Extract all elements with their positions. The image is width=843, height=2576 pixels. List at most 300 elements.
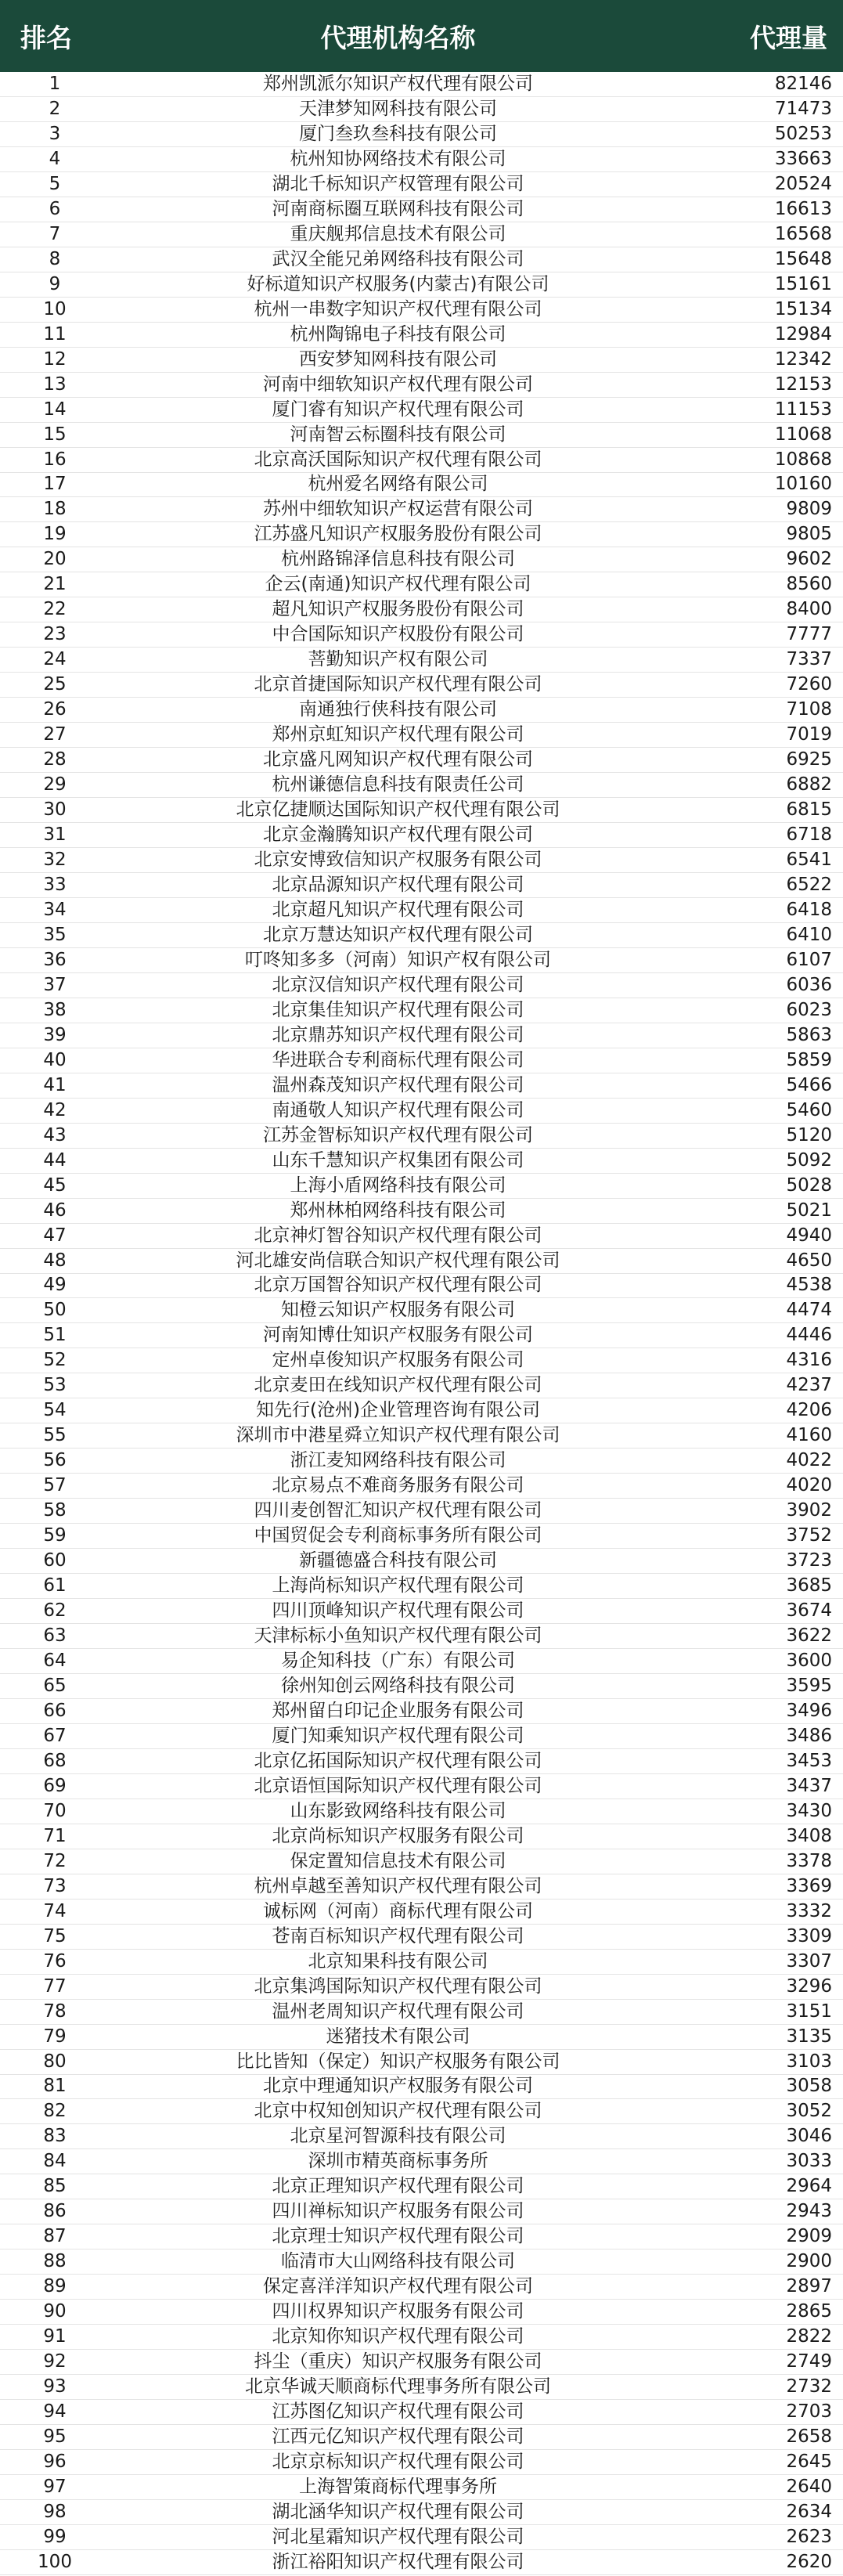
rank-cell: 88 xyxy=(43,2251,67,2272)
rank-cell: 61 xyxy=(43,1575,67,1596)
volume-cell: 4474 xyxy=(786,1300,832,1321)
table-row xyxy=(0,723,843,748)
rank-cell: 43 xyxy=(43,1124,67,1145)
table-row xyxy=(0,2050,843,2075)
agency-name-cell: 江苏金智标知识产权代理有限公司 xyxy=(263,1124,533,1145)
agency-name-cell: 四川禅标知识产权服务有限公司 xyxy=(272,2201,524,2222)
volume-cell: 33663 xyxy=(774,148,832,169)
volume-cell: 9809 xyxy=(786,499,832,520)
volume-cell: 5460 xyxy=(786,1099,832,1120)
rank-cell: 96 xyxy=(43,2452,67,2473)
rank-cell: 94 xyxy=(43,2401,67,2423)
table-row xyxy=(0,1073,843,1099)
rank-cell: 46 xyxy=(43,1200,67,1221)
rank-cell: 22 xyxy=(43,599,67,620)
table-row xyxy=(0,2199,843,2224)
agency-name-cell: 知橙云知识产权服务有限公司 xyxy=(281,1300,515,1321)
table-row xyxy=(0,1774,843,1799)
volume-cell: 3309 xyxy=(786,1925,832,1946)
volume-cell: 2620 xyxy=(786,2551,832,2572)
volume-cell: 20524 xyxy=(774,173,832,194)
volume-cell: 2822 xyxy=(786,2326,832,2347)
agency-name-cell: 深圳市中港星舜立知识产权代理有限公司 xyxy=(236,1425,560,1446)
volume-cell: 3685 xyxy=(786,1575,832,1596)
volume-cell: 16613 xyxy=(774,198,832,219)
agency-name-cell: 北京理士知识产权代理有限公司 xyxy=(272,2226,524,2247)
volume-cell: 3595 xyxy=(786,1675,832,1696)
agency-name-cell: 湖北涵华知识产权代理有限公司 xyxy=(272,2501,524,2522)
agency-name-cell: 北京鼎苏知识产权代理有限公司 xyxy=(272,1024,524,1045)
table-row xyxy=(0,2375,843,2400)
agency-name-cell: 北京华诚天顺商标代理事务所有限公司 xyxy=(245,2376,551,2397)
agency-name-cell: 四川顶峰知识产权代理有限公司 xyxy=(272,1600,524,1622)
agency-name-cell: 南通独行侠科技有限公司 xyxy=(299,699,497,720)
rank-cell: 44 xyxy=(43,1149,67,1171)
agency-name-cell: 临清市大山网络科技有限公司 xyxy=(281,2251,515,2272)
agency-name-cell: 北京易点不难商务服务有限公司 xyxy=(272,1475,524,1496)
volume-cell: 7019 xyxy=(786,724,832,745)
agency-name-cell: 厦门睿有知识产权代理有限公司 xyxy=(272,399,524,420)
table-row xyxy=(0,1874,843,1900)
rank-cell: 66 xyxy=(43,1700,67,1721)
rank-cell: 69 xyxy=(43,1775,67,1796)
rank-cell: 23 xyxy=(43,624,67,645)
volume-cell: 2732 xyxy=(786,2376,832,2397)
rank-cell: 58 xyxy=(43,1500,67,1521)
agency-name-cell: 杭州卓越至善知识产权代理有限公司 xyxy=(254,1875,542,1896)
volume-cell: 8560 xyxy=(786,574,832,595)
volume-cell: 3674 xyxy=(786,1600,832,1622)
rank-cell: 92 xyxy=(43,2351,67,2372)
rank-cell: 13 xyxy=(43,373,67,395)
rank-cell: 19 xyxy=(43,524,67,545)
volume-cell: 3752 xyxy=(786,1525,832,1546)
rank-cell: 25 xyxy=(43,674,67,695)
table-row xyxy=(0,673,843,698)
table-row xyxy=(0,247,843,272)
agency-name-cell: 江苏图亿知识产权代理有限公司 xyxy=(272,2401,524,2423)
volume-cell: 4237 xyxy=(786,1375,832,1396)
table-row xyxy=(0,698,843,723)
agency-name-cell: 诚标网（河南）商标代理有限公司 xyxy=(263,1900,533,1921)
table-row xyxy=(0,323,843,348)
table-row xyxy=(0,1149,843,1174)
table-row xyxy=(0,2075,843,2100)
volume-cell: 2943 xyxy=(786,2201,832,2222)
table-row xyxy=(0,348,843,373)
rank-cell: 81 xyxy=(43,2076,67,2097)
table-row xyxy=(0,1224,843,1249)
table-row xyxy=(0,1950,843,1975)
rank-cell: 80 xyxy=(43,2051,67,2072)
table-row xyxy=(0,448,843,473)
agency-name-cell: 北京尚标知识产权服务有限公司 xyxy=(272,1825,524,1846)
agency-name-cell: 定州卓俊知识产权服务有限公司 xyxy=(272,1350,524,1371)
rank-cell: 4 xyxy=(49,148,61,169)
table-row xyxy=(0,172,843,197)
rank-cell: 5 xyxy=(49,173,61,194)
table-row xyxy=(0,222,843,247)
volume-cell: 4940 xyxy=(786,1225,832,1246)
table-row xyxy=(0,2400,843,2425)
volume-cell: 71473 xyxy=(774,98,832,119)
volume-cell: 6541 xyxy=(786,850,832,871)
agency-name-cell: 易企知科技（广东）有限公司 xyxy=(281,1651,515,1672)
agency-name-cell: 保定置知信息技术有限公司 xyxy=(290,1850,506,1871)
rank-cell: 100 xyxy=(38,2551,72,2572)
rank-cell: 79 xyxy=(43,2026,67,2047)
agency-name-cell: 杭州知协网络技术有限公司 xyxy=(290,148,506,169)
rank-cell: 77 xyxy=(43,1975,67,1997)
table-row xyxy=(0,572,843,597)
volume-cell: 82146 xyxy=(774,73,832,94)
table-row xyxy=(0,1373,843,1398)
agency-name-cell: 北京安博致信知识产权服务有限公司 xyxy=(254,850,542,871)
agency-name-cell: 武汉全能兄弟网络科技有限公司 xyxy=(272,248,524,269)
table-row xyxy=(0,1900,843,1925)
table-row xyxy=(0,1749,843,1774)
rank-cell: 31 xyxy=(43,824,67,846)
agency-name-cell: 好标道知识产权服务(内蒙古)有限公司 xyxy=(247,273,549,294)
agency-name-cell: 华进联合专利商标代理有限公司 xyxy=(272,1049,524,1070)
header-rank: 排名 xyxy=(20,22,72,53)
volume-cell: 3052 xyxy=(786,2101,832,2122)
rank-cell: 35 xyxy=(43,924,67,945)
agency-name-cell: 中合国际知识产权股份有限公司 xyxy=(272,624,524,645)
table-row xyxy=(0,1298,843,1323)
agency-name-cell: 北京品源知识产权代理有限公司 xyxy=(272,874,524,895)
agency-name-cell: 杭州谦德信息科技有限责任公司 xyxy=(272,774,524,796)
volume-cell: 5466 xyxy=(786,1074,832,1095)
rank-cell: 2 xyxy=(49,98,61,119)
volume-cell: 4538 xyxy=(786,1275,832,1296)
agency-name-cell: 四川权界知识产权服务有限公司 xyxy=(272,2301,524,2322)
agency-name-cell: 知先行(沧州)企业管理咨询有限公司 xyxy=(256,1400,540,1421)
agency-name-cell: 江西元亿知识产权代理有限公司 xyxy=(272,2426,524,2448)
rank-cell: 99 xyxy=(43,2526,67,2547)
rank-cell: 47 xyxy=(43,1225,67,1246)
table-row xyxy=(0,2475,843,2500)
table-row xyxy=(0,798,843,823)
table-row xyxy=(0,1174,843,1199)
rank-cell: 85 xyxy=(43,2176,67,2197)
rank-cell: 14 xyxy=(43,399,67,420)
table-row xyxy=(0,1023,843,1048)
agency-name-cell: 比比皆知（保定）知识产权服务有限公司 xyxy=(236,2051,560,2072)
table-row xyxy=(0,923,843,948)
rank-cell: 42 xyxy=(43,1099,67,1120)
volume-cell: 10160 xyxy=(774,474,832,495)
volume-cell: 7777 xyxy=(786,624,832,645)
rank-cell: 45 xyxy=(43,1174,67,1196)
rank-cell: 8 xyxy=(49,248,61,269)
rank-cell: 11 xyxy=(43,323,67,345)
table-row xyxy=(0,1323,843,1348)
rank-cell: 24 xyxy=(43,649,67,670)
table-row xyxy=(0,998,843,1023)
agency-name-cell: 北京京标知识产权代理有限公司 xyxy=(272,2452,524,2473)
table-row xyxy=(0,2000,843,2025)
rank-cell: 16 xyxy=(43,449,67,470)
table-row xyxy=(0,1249,843,1274)
volume-cell: 6410 xyxy=(786,924,832,945)
volume-cell: 6815 xyxy=(786,799,832,821)
volume-cell: 4022 xyxy=(786,1450,832,1471)
agency-name-cell: 北京亿捷顺达国际知识产权代理有限公司 xyxy=(236,799,560,821)
rank-cell: 37 xyxy=(43,974,67,995)
agency-name-cell: 河南中细软知识产权代理有限公司 xyxy=(263,373,533,395)
rank-cell: 57 xyxy=(43,1475,67,1496)
volume-cell: 7260 xyxy=(786,674,832,695)
volume-cell: 6718 xyxy=(786,824,832,846)
agency-name-cell: 温州老周知识产权代理有限公司 xyxy=(272,2001,524,2022)
rank-cell: 52 xyxy=(43,1350,67,1371)
agency-name-cell: 北京万慧达知识产权代理有限公司 xyxy=(263,924,533,945)
rank-cell: 53 xyxy=(43,1375,67,1396)
table-row xyxy=(0,2450,843,2475)
volume-cell: 3496 xyxy=(786,1700,832,1721)
agency-name-cell: 北京超凡知识产权代理有限公司 xyxy=(272,899,524,920)
table-row xyxy=(0,473,843,498)
table-row xyxy=(0,1574,843,1599)
agency-name-cell: 温州森茂知识产权代理有限公司 xyxy=(272,1074,524,1095)
agency-name-cell: 北京金瀚腾知识产权代理有限公司 xyxy=(263,824,533,846)
volume-cell: 16568 xyxy=(774,223,832,244)
volume-cell: 7108 xyxy=(786,699,832,720)
table-row xyxy=(0,1474,843,1499)
agency-name-cell: 深圳市精英商标事务所 xyxy=(308,2151,488,2172)
agency-name-cell: 山东千慧知识产权集团有限公司 xyxy=(272,1149,524,1171)
volume-cell: 4446 xyxy=(786,1325,832,1346)
volume-cell: 50253 xyxy=(774,123,832,144)
rank-cell: 75 xyxy=(43,1925,67,1946)
rank-cell: 97 xyxy=(43,2476,67,2497)
rank-cell: 56 xyxy=(43,1450,67,1471)
table-row xyxy=(0,1849,843,1874)
rank-cell: 9 xyxy=(49,273,61,294)
table-row xyxy=(0,1398,843,1423)
rank-cell: 59 xyxy=(43,1525,67,1546)
agency-name-cell: 杭州一串数字知识产权代理有限公司 xyxy=(254,298,542,319)
volume-cell: 4020 xyxy=(786,1475,832,1496)
volume-cell: 5028 xyxy=(786,1174,832,1196)
agency-name-cell: 上海智策商标代理事务所 xyxy=(299,2476,497,2497)
rank-cell: 20 xyxy=(43,549,67,570)
agency-name-cell: 江苏盛凡知识产权服务股份有限公司 xyxy=(254,524,542,545)
agency-name-cell: 叮咚知多多（河南）知识产权有限公司 xyxy=(245,949,551,970)
volume-cell: 2703 xyxy=(786,2401,832,2423)
rank-cell: 1 xyxy=(49,73,61,94)
rank-cell: 62 xyxy=(43,1600,67,1622)
rank-cell: 3 xyxy=(49,123,61,144)
volume-cell: 5859 xyxy=(786,1049,832,1070)
rank-cell: 38 xyxy=(43,999,67,1020)
volume-cell: 3307 xyxy=(786,1950,832,1972)
rank-cell: 65 xyxy=(43,1675,67,1696)
table-row xyxy=(0,1724,843,1749)
rank-cell: 72 xyxy=(43,1850,67,1871)
volume-cell: 2909 xyxy=(786,2226,832,2247)
agency-name-cell: 迷猪技术有限公司 xyxy=(326,2026,470,2047)
rank-cell: 18 xyxy=(43,499,67,520)
volume-cell: 2964 xyxy=(786,2176,832,2197)
table-row xyxy=(0,147,843,172)
rank-cell: 93 xyxy=(43,2376,67,2397)
volume-cell: 6925 xyxy=(786,749,832,770)
rank-cell: 50 xyxy=(43,1300,67,1321)
volume-cell: 15161 xyxy=(774,273,832,294)
agency-name-cell: 天津标标小鱼知识产权代理有限公司 xyxy=(254,1625,542,1647)
table-row xyxy=(0,1799,843,1824)
rank-cell: 51 xyxy=(43,1325,67,1346)
table-row xyxy=(0,2275,843,2300)
rank-cell: 55 xyxy=(43,1425,67,1446)
rank-cell: 70 xyxy=(43,1800,67,1821)
rank-cell: 36 xyxy=(43,949,67,970)
agency-name-cell: 北京中权知创知识产权代理有限公司 xyxy=(254,2101,542,2122)
table-row xyxy=(0,1423,843,1449)
agency-name-cell: 北京高沃国际知识产权代理有限公司 xyxy=(254,449,542,470)
agency-name-cell: 杭州路锦泽信息科技有限公司 xyxy=(281,549,515,570)
agency-name-cell: 四川麦创智汇知识产权代理有限公司 xyxy=(254,1500,542,1521)
rank-cell: 27 xyxy=(43,724,67,745)
agency-name-cell: 郑州林柏网络科技有限公司 xyxy=(290,1200,506,1221)
rank-cell: 68 xyxy=(43,1750,67,1771)
agency-name-cell: 菩勤知识产权有限公司 xyxy=(308,649,488,670)
volume-cell: 12984 xyxy=(774,323,832,345)
volume-cell: 3723 xyxy=(786,1550,832,1571)
agency-name-cell: 上海尚标知识产权代理有限公司 xyxy=(272,1575,524,1596)
table-row xyxy=(0,2025,843,2050)
rank-cell: 83 xyxy=(43,2126,67,2147)
agency-name-cell: 北京星河智源科技有限公司 xyxy=(290,2126,506,2147)
table-row xyxy=(0,197,843,222)
rank-cell: 87 xyxy=(43,2226,67,2247)
agency-name-cell: 厦门叁玖叁科技有限公司 xyxy=(299,123,497,144)
rank-cell: 39 xyxy=(43,1024,67,1045)
agency-name-cell: 南通敬人知识产权代理有限公司 xyxy=(272,1099,524,1120)
agency-name-cell: 西安梦知网科技有限公司 xyxy=(299,348,497,370)
agency-name-cell: 郑州凯派尔知识产权代理有限公司 xyxy=(263,73,533,94)
table-row xyxy=(0,2425,843,2450)
table-row xyxy=(0,597,843,622)
table-row xyxy=(0,97,843,122)
table-row xyxy=(0,298,843,323)
rank-cell: 98 xyxy=(43,2501,67,2522)
volume-cell: 3408 xyxy=(786,1825,832,1846)
rank-cell: 17 xyxy=(43,474,67,495)
volume-cell: 6418 xyxy=(786,899,832,920)
table-row xyxy=(0,948,843,973)
agency-name-cell: 北京知果科技有限公司 xyxy=(308,1950,488,1972)
rank-cell: 6 xyxy=(49,198,61,219)
agency-name-cell: 浙江裕阳知识产权代理有限公司 xyxy=(272,2551,524,2572)
agency-name-cell: 北京集佳知识产权代理有限公司 xyxy=(272,999,524,1020)
agency-name-cell: 杭州爱名网络有限公司 xyxy=(308,474,488,495)
rank-cell: 7 xyxy=(49,223,61,244)
agency-name-cell: 重庆舰邦信息技术有限公司 xyxy=(290,223,506,244)
volume-cell: 6023 xyxy=(786,999,832,1020)
agency-name-cell: 上海小盾网络科技有限公司 xyxy=(290,1174,506,1196)
table-row xyxy=(0,1449,843,1474)
table-row xyxy=(0,423,843,448)
agency-name-cell: 山东影致网络科技有限公司 xyxy=(290,1800,506,1821)
volume-cell: 6882 xyxy=(786,774,832,796)
table-row xyxy=(0,973,843,998)
volume-cell: 8400 xyxy=(786,599,832,620)
rank-cell: 28 xyxy=(43,749,67,770)
rank-cell: 21 xyxy=(43,574,67,595)
table-row xyxy=(0,2099,843,2124)
volume-cell: 15134 xyxy=(774,298,832,319)
agency-name-cell: 苍南百标知识产权代理有限公司 xyxy=(272,1925,524,1946)
volume-cell: 2749 xyxy=(786,2351,832,2372)
table-row xyxy=(0,1599,843,1624)
table-row xyxy=(0,622,843,648)
volume-cell: 3902 xyxy=(786,1500,832,1521)
table-row xyxy=(0,1274,843,1299)
agency-name-cell: 北京盛凡网知识产权代理有限公司 xyxy=(263,749,533,770)
table-row xyxy=(0,1624,843,1649)
rank-cell: 90 xyxy=(43,2301,67,2322)
volume-cell: 2865 xyxy=(786,2301,832,2322)
agency-name-cell: 郑州京虹知识产权代理有限公司 xyxy=(272,724,524,745)
rank-cell: 67 xyxy=(43,1725,67,1746)
rank-cell: 91 xyxy=(43,2326,67,2347)
table-row xyxy=(0,2174,843,2199)
table-row xyxy=(0,2124,843,2149)
table-row xyxy=(0,1499,843,1524)
table-row xyxy=(0,823,843,848)
agency-name-cell: 北京万国智谷知识产权代理有限公司 xyxy=(254,1275,542,1296)
table-row xyxy=(0,2224,843,2249)
volume-cell: 3151 xyxy=(786,2001,832,2022)
volume-cell: 3622 xyxy=(786,1625,832,1647)
volume-cell: 15648 xyxy=(774,248,832,269)
rank-cell: 78 xyxy=(43,2001,67,2022)
volume-cell: 3437 xyxy=(786,1775,832,1796)
header-agency-name: 代理机构名称 xyxy=(320,22,476,53)
table-row xyxy=(0,2149,843,2174)
volume-cell: 6036 xyxy=(786,974,832,995)
volume-cell: 5120 xyxy=(786,1124,832,1145)
table-row xyxy=(0,1348,843,1373)
agency-name-cell: 郑州留白印记企业服务有限公司 xyxy=(272,1700,524,1721)
volume-cell: 6522 xyxy=(786,874,832,895)
agency-name-cell: 北京语恒国际知识产权代理有限公司 xyxy=(254,1775,542,1796)
volume-cell: 3453 xyxy=(786,1750,832,1771)
agency-name-cell: 浙江麦知网络科技有限公司 xyxy=(290,1450,506,1471)
agency-name-cell: 北京中理通知识产权服务有限公司 xyxy=(263,2076,533,2097)
volume-cell: 10868 xyxy=(774,449,832,470)
agency-name-cell: 河北雄安尚信联合知识产权代理有限公司 xyxy=(236,1250,560,1271)
volume-cell: 2634 xyxy=(786,2501,832,2522)
table-row xyxy=(0,1048,843,1073)
table-row xyxy=(0,398,843,423)
agency-name-cell: 河北星霜知识产权代理有限公司 xyxy=(272,2526,524,2547)
volume-cell: 11068 xyxy=(774,424,832,445)
rank-cell: 15 xyxy=(43,424,67,445)
volume-cell: 6107 xyxy=(786,949,832,970)
rank-cell: 41 xyxy=(43,1074,67,1095)
agency-name-cell: 北京汉信知识产权代理有限公司 xyxy=(272,974,524,995)
volume-cell: 3486 xyxy=(786,1725,832,1746)
agency-name-cell: 中国贸促会专利商标事务所有限公司 xyxy=(254,1525,542,1546)
volume-cell: 5092 xyxy=(786,1149,832,1171)
rank-cell: 49 xyxy=(43,1275,67,1296)
volume-cell: 3033 xyxy=(786,2151,832,2172)
volume-cell: 2645 xyxy=(786,2452,832,2473)
